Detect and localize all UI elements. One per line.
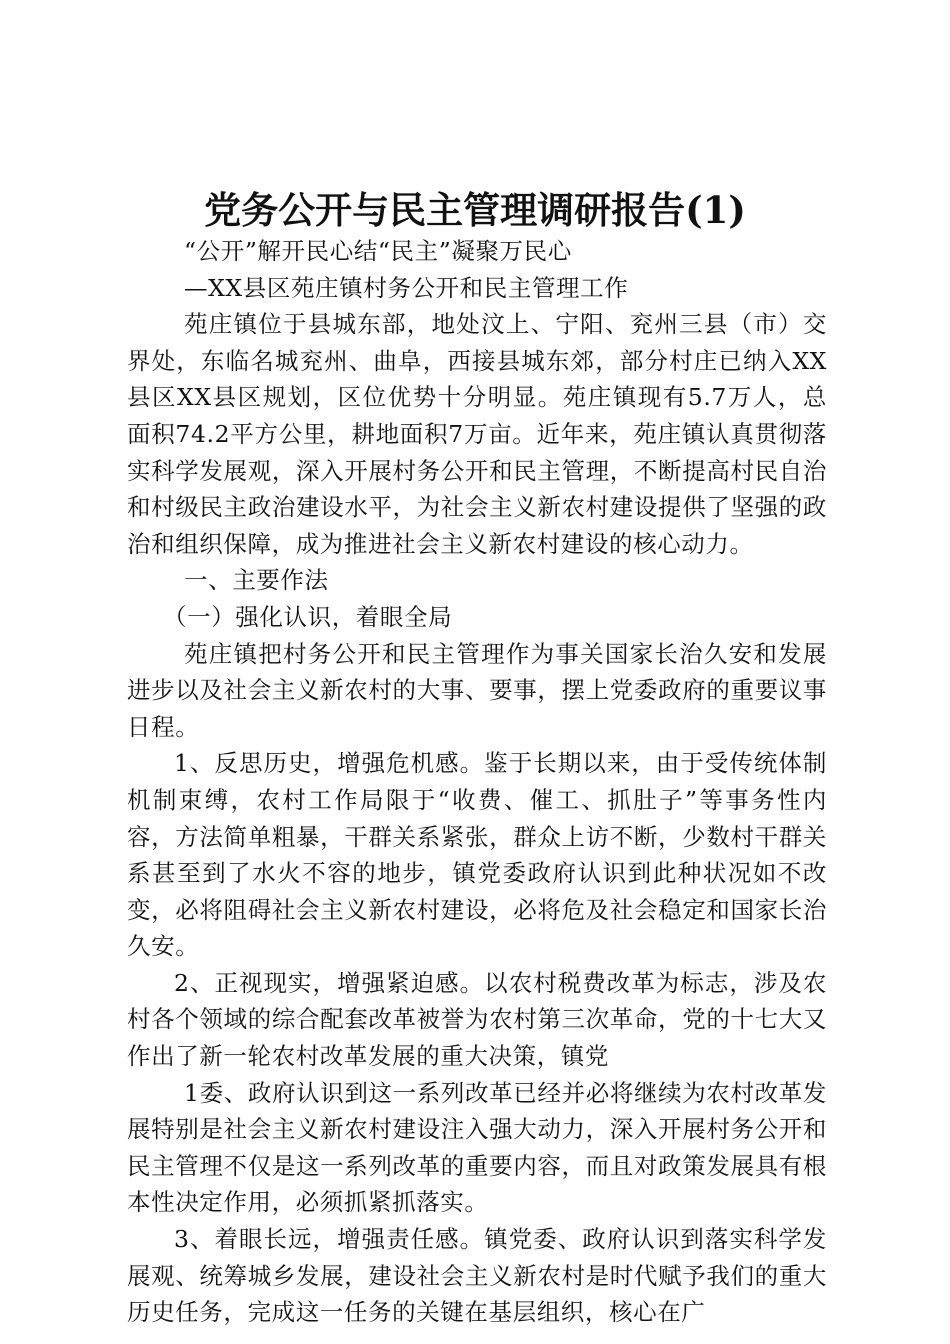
body-paragraph: 苑庄镇把村务公开和民主管理作为事关国家长治久安和发展进步以及社会主义新农村的大事、要事，摆上党委政府的重要议事日程。 [127, 639, 827, 741]
subtitle-line-2: —XX县区苑庄镇村务公开和民主管理工作 [184, 273, 629, 302]
point-paragraph-2: 2、正视现实，增强紧迫感。以农村税费改革为标志，涉及农村各个领域的综合配套改革被誉为农村第三次革命，党的十七大又作出了新一轮农村改革发展的重大决策，镇党 [127, 968, 827, 1071]
point-paragraph-1: 1、反思历史，增强危机感。鉴于长期以来，由于受传统体制机制束缚，农村工作局限于“收费、催工、抓肚子”等事务性内容，方法简单粗暴，干群关系紧张，群众上访不断，少数村干群关系甚至到了水火不容的地步，镇党委政府认识到此种状况如不改变，必将阻碍社会主义新农村建设，必将危及社会稳定和国家长治久安。 [127, 749, 827, 961]
subtitle-line-1: “公开”解开民心结“民主”凝聚万民心 [184, 237, 572, 265]
subsection-heading: （一）强化认识，着眼全局 [163, 602, 453, 631]
section-heading: 一、主要作法 [184, 566, 329, 595]
document-body [127, 233, 827, 1331]
point-paragraph-3: 3、着眼长远，增强责任感。镇党委、政府认识到落实科学发展观、统筹城乡发展，建设社会主义新农村是时代赋予我们的重大历史任务，完成这一任务的关键在基层组织，核心在广 [127, 1225, 827, 1327]
point-paragraph-2-continued: 1委、政府认识到这一系列改革已经并必将继续为农村改革发展特别是社会主义新农村建设注入强大动力，深入开展村务公开和民主管理不仅是这一系列改革的重要内容，而且对政策发展具有根本性决定作用，必须抓紧抓落实。 [127, 1078, 827, 1217]
intro-paragraph: 苑庄镇位于县城东部，地处汶上、宁阳、兖州三县（市）交界处，东临名城兖州、曲阜，西接县城东郊，部分村庄已纳入XX县区XX县区规划，区位优势十分明显。苑庄镇现有5.7万人，总面积74.2平方公里，耕地面积7万亩。近年来，苑庄镇认真贯彻落实科学发展观，深入开展村务公开和民主管理，不断提高村民自治和村级民主政治建设水平，为社会主义新农村建设提供了坚强的政治和组织保障，成为推进社会主义新农村建设的核心动力。 [127, 310, 827, 558]
page-title: 党务公开与民主管理调研报告(1) [204, 188, 746, 232]
